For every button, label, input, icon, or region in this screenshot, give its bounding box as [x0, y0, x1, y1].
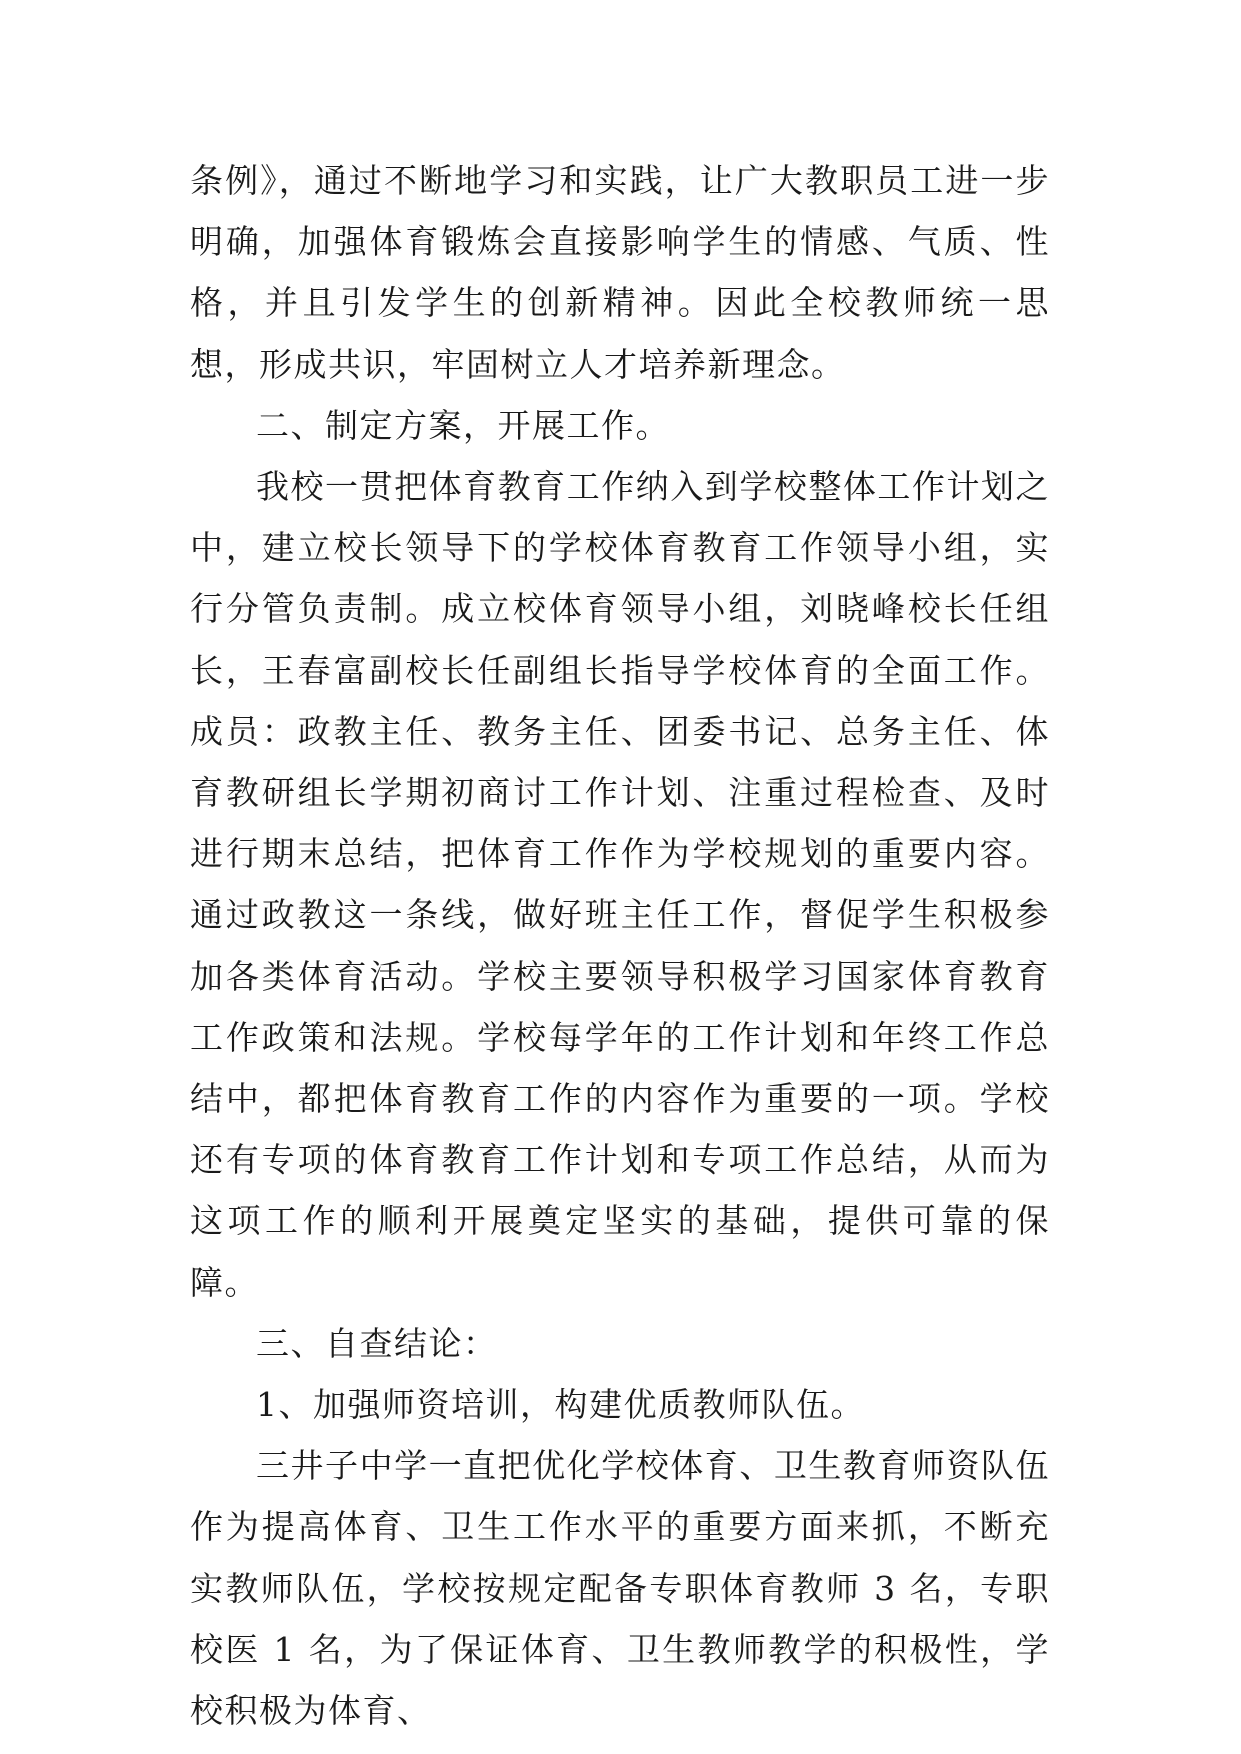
paragraph-3: 我校一贯把体育教育工作纳入到学校整体工作计划之中，建立校长领导下的学校体育教育工作领导小组，实行分管负责制。成立校体育领导小组，刘晓峰校长任组长，王春富副校长任副组长指导学校体育的全面工作。成员：政教主任、教务主任、团委书记、总务主任、体育教研组长学期初商讨工作计划、注重过程检查、及时进行期末总结，把体育工作作为学校规划的重要内容。通过政教这一条线，做好班主任工作，督促学生积极参加各类体育活动。学校主要领导积极学习国家体育教育工作政策和法规。学校每学年的工作计划和年终工作总结中，都把体育教育工作的内容作为重要的一项。学校还有专项的体育教育工作计划和专项工作总结，从而为这项工作的顺利开展奠定坚实的基础，提供可靠的保障。 [190, 467, 1050, 1302]
paragraph-6: 三井子中学一直把优化学校体育、卫生教育师资队伍作为提高体育、卫生工作水平的重要方面来抓，不断充实教师队伍，学校按规定配备专职体育教师 3 名，专职校医 1 名，为了保证体育、卫生教师教学的积极性，学校积极为体育、 [190, 1446, 1050, 1731]
subsection-heading-1: 1、加强师资培训，构建优质教师队伍。 [256, 1385, 865, 1425]
section-heading-2: 二、制定方案，开展工作。 [256, 405, 670, 445]
document-body [190, 150, 1050, 1741]
section-heading-3: 三、自查结论： [256, 1323, 498, 1363]
paragraph-1: 条例》，通过不断地学习和实践，让广大教职员工进一步明确，加强体育锻炼会直接影响学生的情感、气质、性格，并且引发学生的创新精神。因此全校教师统一思想，形成共识，牢固树立人才培养新理念。 [190, 161, 1050, 384]
